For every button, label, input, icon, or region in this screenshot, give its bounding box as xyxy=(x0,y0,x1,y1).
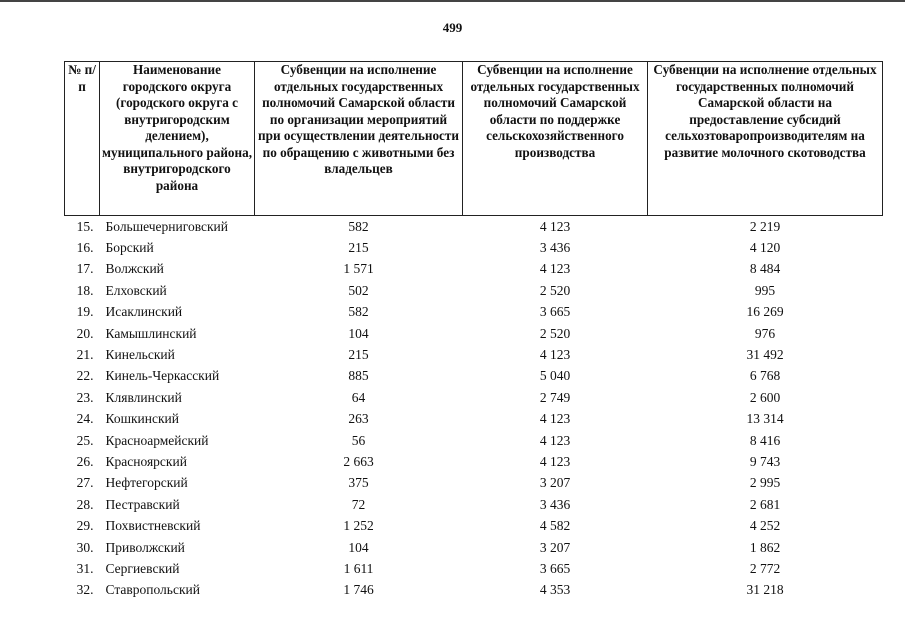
value-animals: 215 xyxy=(348,240,369,256)
value-dairy: 995 xyxy=(754,282,776,298)
value-agriculture: 4 353 xyxy=(539,582,571,598)
district-name: Приволжский xyxy=(105,539,185,555)
district-name: Кинель-Черкасский xyxy=(105,368,220,384)
value-dairy: 2 219 xyxy=(749,218,781,234)
value-animals: 1 252 xyxy=(343,518,374,534)
row-number: 32. xyxy=(76,582,94,598)
district-name: Исаклинский xyxy=(105,304,183,320)
table-row xyxy=(65,515,883,536)
row-number: 30. xyxy=(76,539,94,555)
value-animals: 885 xyxy=(348,368,369,384)
district-name: Пестравский xyxy=(105,496,180,512)
value-animals: 375 xyxy=(348,475,369,491)
subventions-table xyxy=(64,61,883,601)
value-agriculture: 4 123 xyxy=(539,347,571,363)
table-row xyxy=(65,558,883,579)
value-dairy: 31 218 xyxy=(746,582,784,598)
row-number: 18. xyxy=(76,282,94,298)
value-agriculture: 3 207 xyxy=(539,539,571,555)
value-animals: 56 xyxy=(351,432,366,448)
value-agriculture: 3 207 xyxy=(539,475,571,491)
value-animals: 64 xyxy=(351,389,366,405)
row-number: 27. xyxy=(76,475,94,491)
value-animals: 582 xyxy=(348,218,369,234)
row-number: 16. xyxy=(76,240,94,256)
page-number: 499 xyxy=(442,20,463,35)
value-agriculture: 2 749 xyxy=(539,389,571,405)
value-animals: 72 xyxy=(351,496,366,512)
table-row xyxy=(65,473,883,494)
value-dairy: 2 995 xyxy=(749,475,781,491)
value-agriculture: 3 436 xyxy=(539,240,571,256)
value-agriculture: 4 123 xyxy=(539,218,571,234)
table-row xyxy=(65,580,883,601)
district-name: Большечерниговский xyxy=(105,218,228,234)
district-name: Кинельский xyxy=(105,347,175,363)
value-dairy: 31 492 xyxy=(746,347,784,363)
row-number: 19. xyxy=(76,304,94,320)
table-row xyxy=(65,430,883,451)
district-name: Ставропольский xyxy=(105,582,200,598)
district-name: Борский xyxy=(105,240,154,256)
row-number: 17. xyxy=(76,261,94,277)
value-dairy: 13 314 xyxy=(746,411,784,427)
value-dairy: 8 484 xyxy=(749,261,781,277)
value-agriculture: 3 436 xyxy=(539,496,571,512)
value-animals: 582 xyxy=(348,304,369,320)
value-animals: 215 xyxy=(348,347,369,363)
row-number: 31. xyxy=(76,560,94,576)
district-name: Елховский xyxy=(105,282,167,298)
value-agriculture: 2 520 xyxy=(539,325,571,341)
value-dairy: 8 416 xyxy=(749,432,781,448)
district-name: Красноярский xyxy=(105,453,187,469)
value-animals: 1 571 xyxy=(343,261,374,277)
value-dairy: 1 862 xyxy=(749,539,781,555)
row-number: 26. xyxy=(76,453,94,469)
header-num: № п/п xyxy=(65,62,100,216)
table-row xyxy=(65,537,883,558)
value-dairy: 976 xyxy=(754,325,776,341)
table-header-row xyxy=(65,62,883,216)
table-row xyxy=(65,323,883,344)
table-row xyxy=(65,280,883,301)
header-subvention-agriculture: Субвенции на исполнение отдельных государственных полномочий Самарской области по поддержке сельскохозяйственного производства xyxy=(463,62,648,216)
row-number: 24. xyxy=(76,411,94,427)
value-dairy: 9 743 xyxy=(749,453,781,469)
row-number: 20. xyxy=(76,325,94,341)
value-agriculture: 5 040 xyxy=(539,368,571,384)
district-name: Красноармейский xyxy=(105,432,209,448)
table-row xyxy=(65,237,883,258)
row-number: 15. xyxy=(76,218,94,234)
value-animals: 1 611 xyxy=(343,560,374,576)
table-row xyxy=(65,302,883,323)
value-agriculture: 4 123 xyxy=(539,432,571,448)
value-dairy: 2 681 xyxy=(749,496,781,512)
row-number: 25. xyxy=(76,432,94,448)
header-name: Наименование городского округа (городского округа с внутригородским делением), муниципального района, внутригородского района xyxy=(100,62,255,216)
value-animals: 104 xyxy=(348,539,369,555)
row-number: 22. xyxy=(76,368,94,384)
table-row xyxy=(65,216,883,238)
table-row xyxy=(65,409,883,430)
header-subvention-dairy: Субвенции на исполнение отдельных государственных полномочий Самарской области на предоставление субсидий сельхозтоваропроизводителям на развитие молочного скотоводства xyxy=(648,62,883,216)
value-agriculture: 4 582 xyxy=(539,518,571,534)
value-agriculture: 3 665 xyxy=(539,560,571,576)
value-animals: 1 746 xyxy=(343,582,374,598)
table-row xyxy=(65,259,883,280)
district-name: Похвистневский xyxy=(105,518,201,534)
page-top-border xyxy=(0,0,905,2)
row-number: 21. xyxy=(76,347,94,363)
district-name: Кошкинский xyxy=(105,411,179,427)
value-animals: 263 xyxy=(348,411,369,427)
value-dairy: 16 269 xyxy=(746,304,784,320)
value-agriculture: 2 520 xyxy=(539,282,571,298)
value-agriculture: 3 665 xyxy=(539,304,571,320)
district-name: Камышлинский xyxy=(105,325,197,341)
value-dairy: 2 772 xyxy=(749,560,781,576)
district-name: Нефтегорский xyxy=(105,475,188,491)
value-dairy: 6 768 xyxy=(749,368,781,384)
header-subvention-animals: Субвенции на исполнение отдельных государственных полномочий Самарской области по организации мероприятий при осуществлении деятельности по обращению с животными без владельцев xyxy=(255,62,463,216)
district-name: Сергиевский xyxy=(105,560,180,576)
table-row xyxy=(65,387,883,408)
value-dairy: 4 252 xyxy=(749,518,781,534)
table-row xyxy=(65,344,883,365)
value-animals: 502 xyxy=(348,282,369,298)
table-body xyxy=(65,216,883,602)
district-name: Волжский xyxy=(105,261,164,277)
value-agriculture: 4 123 xyxy=(539,411,571,427)
value-agriculture: 4 123 xyxy=(539,453,571,469)
value-dairy: 2 600 xyxy=(749,389,781,405)
row-number: 29. xyxy=(76,518,94,534)
district-name: Клявлинский xyxy=(105,389,182,405)
table-row xyxy=(65,451,883,472)
table-row xyxy=(65,366,883,387)
value-agriculture: 4 123 xyxy=(539,261,571,277)
value-animals: 104 xyxy=(348,325,369,341)
value-dairy: 4 120 xyxy=(749,240,781,256)
row-number: 28. xyxy=(76,496,94,512)
value-animals: 2 663 xyxy=(343,453,374,469)
row-number: 23. xyxy=(76,389,94,405)
table-row xyxy=(65,494,883,515)
